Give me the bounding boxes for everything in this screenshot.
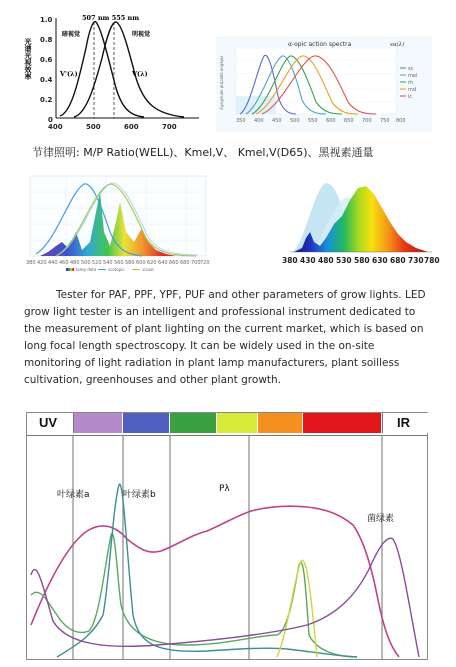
product-description: Tester for PAF, PPF, YPF, PUF and other parameters of grow lights. LED grow light tester is an intelligent and professional instrument dedicated to the measurement of plant lighting on the current market, which is based on long focal length spectroscopy. It can be widely used in the on-site monitoring of light radiation in plant lamp manufacturers, plant soilless cultivation, greenhouses and other plant growth. <box>24 289 426 386</box>
chlorophyll-a-label: 叶绿素a <box>57 490 90 500</box>
svg-text:480: 480 <box>318 256 334 265</box>
xtick-700: 700 <box>162 123 177 131</box>
uv-label: UV <box>39 415 58 430</box>
svg-text:540: 540 <box>103 260 113 266</box>
svg-text:620: 620 <box>147 260 157 266</box>
yellow-band <box>217 413 257 433</box>
x-tick-labels <box>48 123 177 131</box>
svg-text:sc: sc <box>408 66 414 72</box>
svg-text:680: 680 <box>180 260 190 266</box>
red-band <box>303 413 381 433</box>
ytick-04: 0.4 <box>40 76 53 84</box>
svg-text:520: 520 <box>92 260 102 266</box>
p-lambda-label: Pλ <box>219 484 230 494</box>
svg-text:720: 720 <box>200 260 210 266</box>
orange-band <box>258 413 302 433</box>
svg-text:680: 680 <box>390 256 406 265</box>
xtick-400: 400 <box>48 123 63 131</box>
spectrum-axis-labels <box>282 256 440 265</box>
svg-text:500: 500 <box>81 260 91 266</box>
y-axis-label: 光谱光视效率 <box>24 38 32 80</box>
svg-text:700: 700 <box>362 118 372 124</box>
svg-text:640: 640 <box>158 260 168 266</box>
scotopic-curve-label: V'(λ) <box>60 70 78 78</box>
photopic-curve-label: V(λ) <box>132 70 148 78</box>
green-band <box>170 413 216 433</box>
alpha-opic-corner-label: sα(λ) <box>390 42 405 48</box>
svg-text:480: 480 <box>70 260 80 266</box>
svg-text:580: 580 <box>125 260 135 266</box>
svg-text:550: 550 <box>308 118 318 124</box>
svg-text:600: 600 <box>326 118 336 124</box>
svg-text:560: 560 <box>114 260 124 266</box>
svg-text:530: 530 <box>336 256 352 265</box>
svg-text:800: 800 <box>396 118 406 124</box>
svg-text:lamp data: lamp data <box>76 267 97 272</box>
svg-text:380: 380 <box>26 260 36 266</box>
plant-absorption-chart <box>26 412 428 660</box>
ytick-06: 0.6 <box>40 56 53 64</box>
peak-labels: 507 nm 555 nm <box>82 14 140 22</box>
chlorophyll-a-curve <box>31 534 357 657</box>
lamp-xticks <box>26 260 210 266</box>
svg-text:400: 400 <box>254 118 264 124</box>
svg-text:630: 630 <box>372 256 388 265</box>
violet-band <box>74 413 122 433</box>
svg-text:500: 500 <box>290 118 300 124</box>
led-spectrum-plot <box>282 176 440 268</box>
chlorophyll-b-curve <box>57 484 357 657</box>
photopic-label: 明视觉 <box>132 31 151 38</box>
svg-text:420: 420 <box>37 260 47 266</box>
ytick-02: 0.2 <box>40 96 53 104</box>
svg-text:660: 660 <box>169 260 179 266</box>
alpha-opic-ylabel: relative spectral sensitivity <box>219 56 225 111</box>
svg-text:450: 450 <box>272 118 282 124</box>
scotopic-label: 暗视觉 <box>62 31 81 38</box>
svg-text:440: 440 <box>48 260 58 266</box>
svg-text:600: 600 <box>136 260 146 266</box>
svg-text:visual: visual <box>142 267 154 272</box>
bacteriochlorophyll-curve <box>31 538 419 657</box>
alpha-opic-chart <box>216 36 432 132</box>
svg-text:460: 460 <box>59 260 69 266</box>
ir-label: IR <box>397 415 410 430</box>
svg-text:scotopic: scotopic <box>108 267 125 272</box>
ytick-08: 0.8 <box>40 36 53 44</box>
svg-text:430: 430 <box>300 256 316 265</box>
alpha-opic-title: α-opic action spectra <box>288 41 352 48</box>
svg-text:mel: mel <box>408 73 418 79</box>
svg-text:780: 780 <box>424 256 440 265</box>
blue-band <box>123 413 169 433</box>
p-lambda-curve <box>31 506 399 657</box>
svg-text:730: 730 <box>408 256 424 265</box>
ytick-0: 0 <box>48 116 53 124</box>
spectrum-band <box>27 413 427 436</box>
ytick-1: 1.0 <box>40 16 53 24</box>
carotenoid-curve <box>277 560 317 657</box>
xtick-500: 500 <box>86 123 101 131</box>
bacteriochlorophyll-label: 菌绿素 <box>367 514 395 524</box>
svg-text:650: 650 <box>344 118 354 124</box>
svg-text:380: 380 <box>282 256 298 265</box>
svg-text:750: 750 <box>380 118 390 124</box>
xtick-600: 600 <box>124 123 139 131</box>
svg-text:rh: rh <box>408 80 414 86</box>
photopic-curve <box>74 22 184 117</box>
chlorophyll-b-label: 叶绿素b <box>123 490 156 500</box>
y-tick-labels <box>40 16 53 124</box>
lamp-spectrum-chart <box>26 172 210 274</box>
photopic-scotopic-chart <box>24 8 206 136</box>
svg-text:md: md <box>408 87 417 93</box>
circadian-caption: 节律照明: M/P Ratio(WELL)、Kmel,V、 Kmel,V(D65)、黑视素通量 <box>32 146 374 159</box>
svg-text:lc: lc <box>408 94 413 100</box>
svg-text:350: 350 <box>236 118 246 124</box>
svg-text:580: 580 <box>354 256 370 265</box>
svg-text:700: 700 <box>191 260 201 266</box>
